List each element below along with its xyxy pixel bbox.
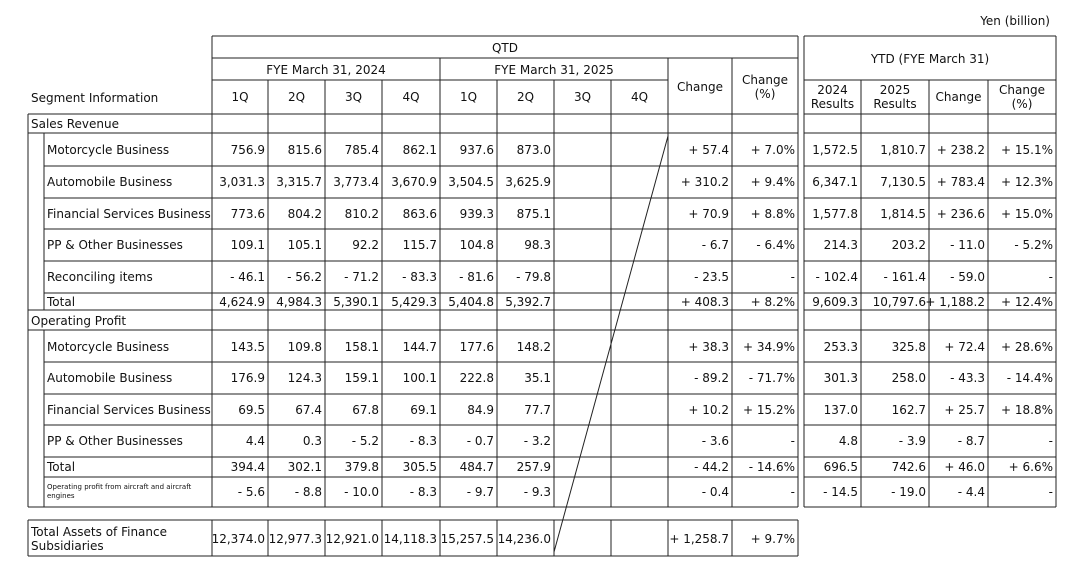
table-cell: - 11.0 [950, 238, 985, 252]
table-cell: 379.8 [344, 460, 379, 474]
table-cell [611, 522, 668, 556]
table-cell: - [1048, 270, 1053, 284]
table-cell: 3,504.5 [448, 175, 494, 189]
table-cell: 325.8 [891, 339, 926, 354]
table-cell: - 83.3 [402, 270, 437, 284]
table-cell: - 14.4% [1006, 371, 1053, 385]
row-label: Financial Services Business [47, 206, 211, 221]
table-cell: 84.9 [467, 402, 494, 417]
row-label: Reconciling items [47, 270, 153, 284]
table-cell: 203.2 [891, 238, 926, 252]
table-cell: 4.4 [245, 434, 265, 448]
table-cell: 162.7 [891, 402, 926, 417]
table-cell: 3,670.9 [391, 175, 437, 189]
table-cell: - 3.2 [523, 434, 551, 448]
table-cell: - 8.7 [957, 434, 985, 448]
table-cell: 742.6 [891, 460, 926, 474]
table-cell: - 0.7 [466, 434, 494, 448]
table-cell: + 1,188.2 [925, 294, 985, 309]
table-cell: + 70.9 [688, 206, 729, 221]
table-cell: 302.1 [287, 460, 322, 474]
table-cell [554, 166, 611, 198]
table-cell: + 15.2% [743, 402, 795, 417]
table-cell [611, 362, 668, 394]
table-cell: 115.7 [402, 238, 437, 252]
table-cell: - 59.0 [950, 270, 985, 284]
table-cell: 100.1 [402, 371, 437, 385]
fy2024-header: FYE March 31, 2024 [266, 63, 386, 77]
table-cell: + 18.8% [1001, 402, 1053, 417]
table-cell: 222.8 [459, 371, 494, 385]
table-cell: 10,797.6 [872, 294, 926, 309]
table-cell: - 71.2 [344, 270, 379, 284]
table-cell: 5,429.3 [391, 294, 437, 309]
table-cell: 14,236.0 [497, 532, 551, 546]
table-cell: - 44.2 [694, 460, 729, 474]
quarter-header: 2Q [516, 90, 535, 104]
row-label: Motorcycle Business [47, 143, 170, 157]
unit-label: Yen (billion) [980, 14, 1050, 28]
table-cell: - 14.5 [823, 485, 858, 499]
table-cell: - 10.0 [344, 485, 379, 499]
table-cell: 4,624.9 [219, 294, 265, 309]
table-cell: - [790, 434, 795, 448]
table-cell: - 71.7% [748, 371, 795, 385]
table-cell: 1,572.5 [812, 143, 858, 157]
table-cell: + 783.4 [936, 175, 985, 189]
table-cell: 69.5 [238, 402, 265, 417]
table-cell: 214.3 [823, 238, 858, 252]
table-cell: + 6.6% [1008, 460, 1053, 474]
table-cell: 0.3 [302, 434, 322, 448]
table-cell [554, 457, 611, 477]
row-label: PP & Other Businesses [47, 434, 183, 448]
table-cell: 258.0 [891, 371, 926, 385]
table-cell: - 9.3 [523, 485, 551, 499]
table-cell [554, 331, 611, 362]
table-cell: 12,374.0 [211, 532, 265, 546]
table-cell [611, 134, 668, 166]
table-cell [554, 522, 611, 556]
table-cell: + 57.4 [688, 143, 729, 157]
table-cell: 1,814.5 [880, 206, 926, 221]
table-cell: - 89.2 [694, 371, 729, 385]
table-cell: + 72.4 [944, 339, 985, 354]
quarter-header: 4Q [402, 90, 420, 104]
ytd-change-header: Change [935, 90, 982, 104]
quarter-header: 4Q [630, 90, 649, 104]
table-cell: 3,773.4 [333, 175, 379, 189]
table-cell [611, 293, 668, 310]
table-cell: 1,810.7 [880, 143, 926, 157]
table-cell: 773.6 [230, 206, 265, 221]
quarter-header: 1Q [231, 90, 249, 104]
table-cell: + 8.8% [750, 206, 795, 221]
table-cell: - 3.6 [701, 434, 729, 448]
table-cell: - 6.7 [701, 238, 729, 252]
row-label: Financial Services Business [47, 402, 211, 417]
table-cell: + 9.4% [750, 175, 795, 189]
change-pct-header: Change (%) [742, 73, 788, 101]
table-cell: 7,130.5 [880, 175, 926, 189]
table-cell: - 43.3 [950, 371, 985, 385]
table-cell: - [790, 270, 795, 284]
table-cell: + 7.0% [750, 143, 795, 157]
table-cell: - 8.8 [294, 485, 322, 499]
table-cell: 394.4 [230, 460, 265, 474]
table-cell: - 81.6 [459, 270, 494, 284]
table-cell: 937.6 [459, 143, 494, 157]
table-cell: - 8.3 [409, 434, 437, 448]
table-cell: 12,921.0 [325, 532, 379, 546]
table-cell: 785.4 [344, 143, 379, 157]
table-cell [611, 394, 668, 425]
table-cell: - 56.2 [287, 270, 322, 284]
table-cell: 863.6 [402, 206, 437, 221]
table-cell: 124.3 [287, 371, 322, 385]
table-cell [611, 198, 668, 229]
table-cell [611, 261, 668, 293]
table-cell [554, 134, 611, 166]
table-cell: 6,347.1 [812, 175, 858, 189]
table-cell: + 38.3 [688, 339, 729, 354]
table-cell: 4,984.3 [276, 294, 322, 309]
table-cell: 176.9 [230, 371, 265, 385]
table-cell: 159.1 [344, 371, 379, 385]
table-cell: - 6.4% [756, 238, 795, 252]
table-cell: 77.7 [524, 402, 551, 417]
table-cell: + 236.6 [936, 206, 985, 221]
table-cell: - [790, 485, 795, 499]
table-cell: 3,315.7 [276, 175, 322, 189]
table-cell [611, 229, 668, 261]
fy2025-header: FYE March 31, 2025 [494, 63, 614, 77]
qtd-header: QTD [491, 41, 518, 55]
table-cell: + 28.6% [1001, 339, 1053, 354]
table-cell: 92.2 [352, 238, 379, 252]
table-cell: - 161.4 [883, 270, 926, 284]
table-cell: 104.8 [459, 238, 494, 252]
table-cell: + 238.2 [936, 143, 985, 157]
table-cell: - 14.6% [748, 460, 795, 474]
table-cell [554, 229, 611, 261]
row-label: PP & Other Businesses [47, 238, 183, 252]
table-cell: 873.0 [516, 143, 551, 157]
row-label: Automobile Business [47, 175, 173, 189]
table-cell: 67.8 [352, 402, 379, 417]
table-cell: + 12.4% [1001, 294, 1053, 309]
table-cell: - 8.3 [409, 485, 437, 499]
change-header: Change [677, 80, 723, 94]
table-cell: - 102.4 [815, 270, 858, 284]
table-cell: 5,390.1 [333, 294, 379, 309]
section-sales-revenue: Sales Revenue [31, 117, 120, 131]
table-cell: 5,404.8 [448, 294, 494, 309]
table-cell: + 12.3% [1001, 175, 1053, 189]
results-2024-header: 2024 Results [810, 83, 855, 111]
quarter-header: 2Q [287, 90, 306, 104]
table-cell: 148.2 [516, 339, 551, 354]
table-cell [611, 477, 668, 507]
row-label: Automobile Business [47, 371, 173, 385]
table-cell: 9,609.3 [812, 294, 858, 309]
table-cell: - 46.1 [230, 270, 265, 284]
table-cell: - 5.6 [237, 485, 265, 499]
table-cell: + 25.7 [944, 402, 985, 417]
table-cell: - [1048, 434, 1053, 448]
table-cell: 3,625.9 [505, 175, 551, 189]
table-cell: - 19.0 [891, 485, 926, 499]
table-cell: 137.0 [823, 402, 858, 417]
table-cell: 305.5 [402, 460, 437, 474]
table-cell: 804.2 [287, 206, 322, 221]
table-cell: - 5.2 [351, 434, 379, 448]
results-2025-header: 2025 Results [873, 83, 917, 111]
row-label: Motorcycle Business [47, 339, 170, 354]
table-cell: + 9.7% [750, 532, 795, 546]
table-cell: - 9.7 [466, 485, 494, 499]
table-cell: + 46.0 [944, 460, 985, 474]
table-cell: - 23.5 [694, 270, 729, 284]
table-cell: 69.1 [410, 402, 437, 417]
table-cell [554, 425, 611, 457]
table-cell: 144.7 [402, 339, 437, 354]
table-cell: + 310.2 [680, 175, 729, 189]
quarter-header: 3Q [344, 90, 363, 104]
table-cell: + 15.0% [1001, 206, 1053, 221]
table-cell: 109.8 [287, 339, 322, 354]
table-cell: + 1,258.7 [669, 532, 729, 546]
table-cell: 98.3 [524, 238, 551, 252]
table-cell [611, 457, 668, 477]
table-cell: - 79.8 [516, 270, 551, 284]
row-label: Total [47, 460, 76, 474]
table-cell: 35.1 [524, 371, 551, 385]
table-cell [554, 261, 611, 293]
table-cell [611, 166, 668, 198]
table-cell: 810.2 [344, 206, 379, 221]
table-cell: 815.6 [287, 143, 322, 157]
table-cell: 939.3 [459, 206, 494, 221]
table-cell [554, 362, 611, 394]
table-cell: 15,257.5 [440, 532, 494, 546]
table-cell: - 3.9 [898, 434, 926, 448]
table-cell [611, 331, 668, 362]
table-cell: 105.1 [287, 238, 322, 252]
table-cell [554, 477, 611, 507]
segment-info-header: Segment Information [31, 91, 159, 105]
table-cell: 14,118.3 [383, 532, 437, 546]
table-cell: 875.1 [516, 206, 551, 221]
table-cell: 253.3 [823, 339, 858, 354]
table-cell: 1,577.8 [812, 206, 858, 221]
table-cell: 109.1 [230, 238, 265, 252]
table-cell: + 34.9% [743, 339, 795, 354]
table-cell [554, 293, 611, 310]
quarter-header: 1Q [459, 90, 478, 104]
table-cell [554, 198, 611, 229]
table-cell: - 4.4 [957, 485, 985, 499]
row-label: Total [47, 294, 76, 309]
table-cell [554, 394, 611, 425]
table-cell: 5,392.7 [505, 294, 551, 309]
row-label: Operating profit from aircraft and aircraft engines [47, 483, 192, 500]
quarter-header: 3Q [573, 90, 592, 104]
table-cell: + 10.2 [688, 402, 729, 417]
table-cell: + 15.1% [1001, 143, 1053, 157]
table-cell: 12,977.3 [268, 532, 322, 546]
table-cell: 696.5 [823, 460, 858, 474]
table-cell: - 5.2% [1014, 238, 1053, 252]
table-cell: 484.7 [459, 460, 494, 474]
table-cell: 301.3 [823, 371, 858, 385]
ytd-header: YTD (FYE March 31) [870, 52, 990, 66]
section-operating-profit: Operating Profit [31, 314, 127, 328]
table-cell: - 0.4 [701, 485, 729, 499]
table-cell: 3,031.3 [219, 175, 265, 189]
table-cell: + 8.2% [750, 294, 795, 309]
row-label-total-assets: Total Assets of Finance Subsidiaries [31, 525, 167, 553]
table-cell: 177.6 [459, 339, 494, 354]
table-cell: + 408.3 [680, 294, 729, 309]
ytd-change-pct-header: Change (%) [999, 83, 1045, 111]
table-cell: 862.1 [402, 143, 437, 157]
table-cell: 257.9 [516, 460, 551, 474]
table-cell: 4.8 [838, 434, 858, 448]
table-cell: 158.1 [344, 339, 379, 354]
table-cell: 756.9 [230, 143, 265, 157]
table-cell [611, 425, 668, 457]
table-cell: 67.4 [295, 402, 322, 417]
table-cell: - [1048, 485, 1053, 499]
table-cell: 143.5 [230, 339, 265, 354]
